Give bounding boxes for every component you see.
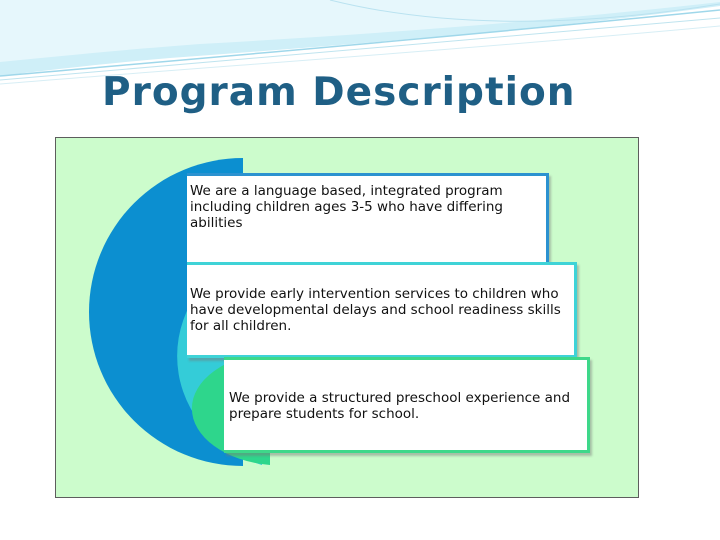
description-box-3 (224, 357, 590, 453)
description-text-3: We provide a structured preschool experience and prepare students for school. (229, 390, 571, 422)
page-title: Program Description (102, 70, 576, 115)
description-text-1: We are a language based, integrated program including children ages 3-5 who have differing abilities (190, 183, 503, 231)
description-box-2 (187, 262, 577, 358)
description-box-1 (187, 173, 549, 265)
description-text-2: We provide early intervention services to children who have developmental delays and school readiness skills for all children. (190, 286, 561, 334)
